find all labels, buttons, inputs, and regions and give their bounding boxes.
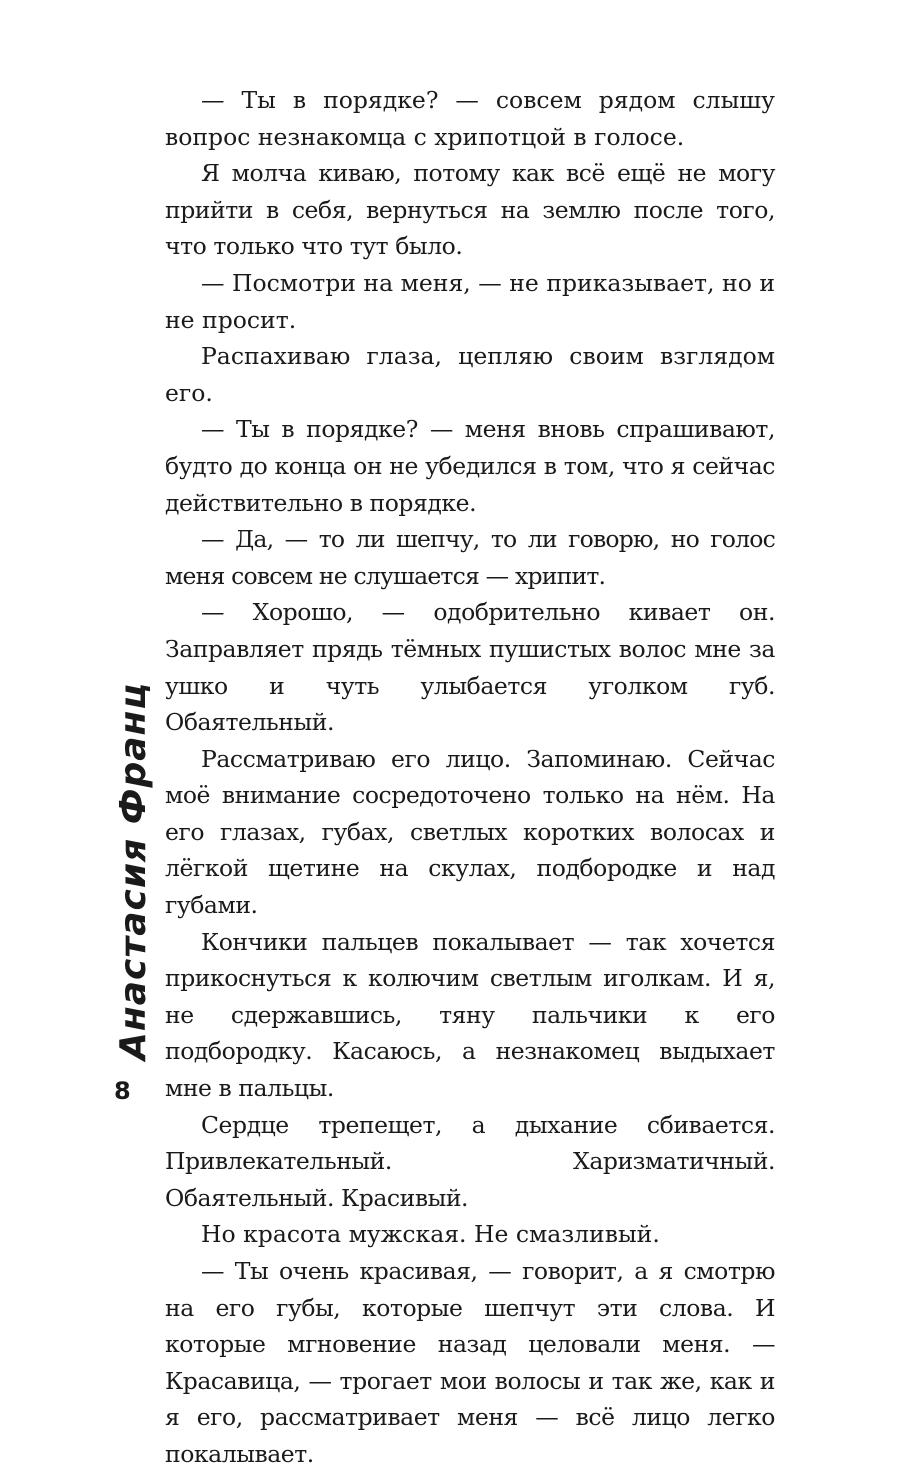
paragraph: — Ты очень красивая, — говорит, а я смотрю на его губы, которые шепчут эти слова. И которые мгновение назад целовали меня. — Красавица, — трогает мои волосы и так же, как и я его, рассматривает меня — всё лицо легко покалывает. [165, 1257, 775, 1468]
paragraph: — Ты в порядке? — совсем рядом слышу вопрос незнакомца с хрипотцой в голосе. [165, 86, 775, 151]
paragraph: — Хорошо, — одобрительно кивает он. Заправляет прядь тёмных пушистых волос мне за ушко и чуть улыбается уголком губ. Обаятельный. [165, 598, 775, 737]
paragraph: — Ты в порядке? — меня вновь спрашивают, будто до конца он не убедился в том, что я сейчас действительно в порядке. [165, 415, 775, 517]
paragraph: — Да, — то ли шепчу, то ли говорю, но голос меня совсем не слушается — хрипит. [165, 525, 775, 590]
paragraph: Рассматриваю его лицо. Запоминаю. Сейчас моё внимание сосредоточено только на нём. На его глазах, губах, светлых коротких волосах и лёгкой щетине на скулах, подбородке и над губами. [165, 744, 775, 920]
page-body-text [165, 82, 775, 1473]
page-number: 8 [114, 1077, 131, 1105]
author-name-running-head: Анастасия Франц [113, 681, 154, 1060]
paragraph: — Посмотри на меня, — не приказывает, но и не просит. [165, 268, 775, 334]
paragraph: Распахиваю глаза, цепляю своим взглядом его. [165, 342, 775, 407]
paragraph: Я молча киваю, потому как всё ещё не могу прийти в себя, вернуться на землю после того, что только что тут было. [165, 159, 775, 261]
paragraph: Кончики пальцев покалывает — так хочется прикоснуться к колючим светлым иголкам. И я, не сдержавшись, тяну пальчики к его подбородку. Касаюсь, а незнакомец выдыхает мне в пальцы. [165, 927, 775, 1103]
paragraph: Сердце трепещет, а дыхание сбивается. Привлекательный. Харизматичный. Обаятельный. Красивый. [165, 1110, 775, 1212]
paragraph: Но красота мужская. Не смазливый. [201, 1220, 660, 1249]
